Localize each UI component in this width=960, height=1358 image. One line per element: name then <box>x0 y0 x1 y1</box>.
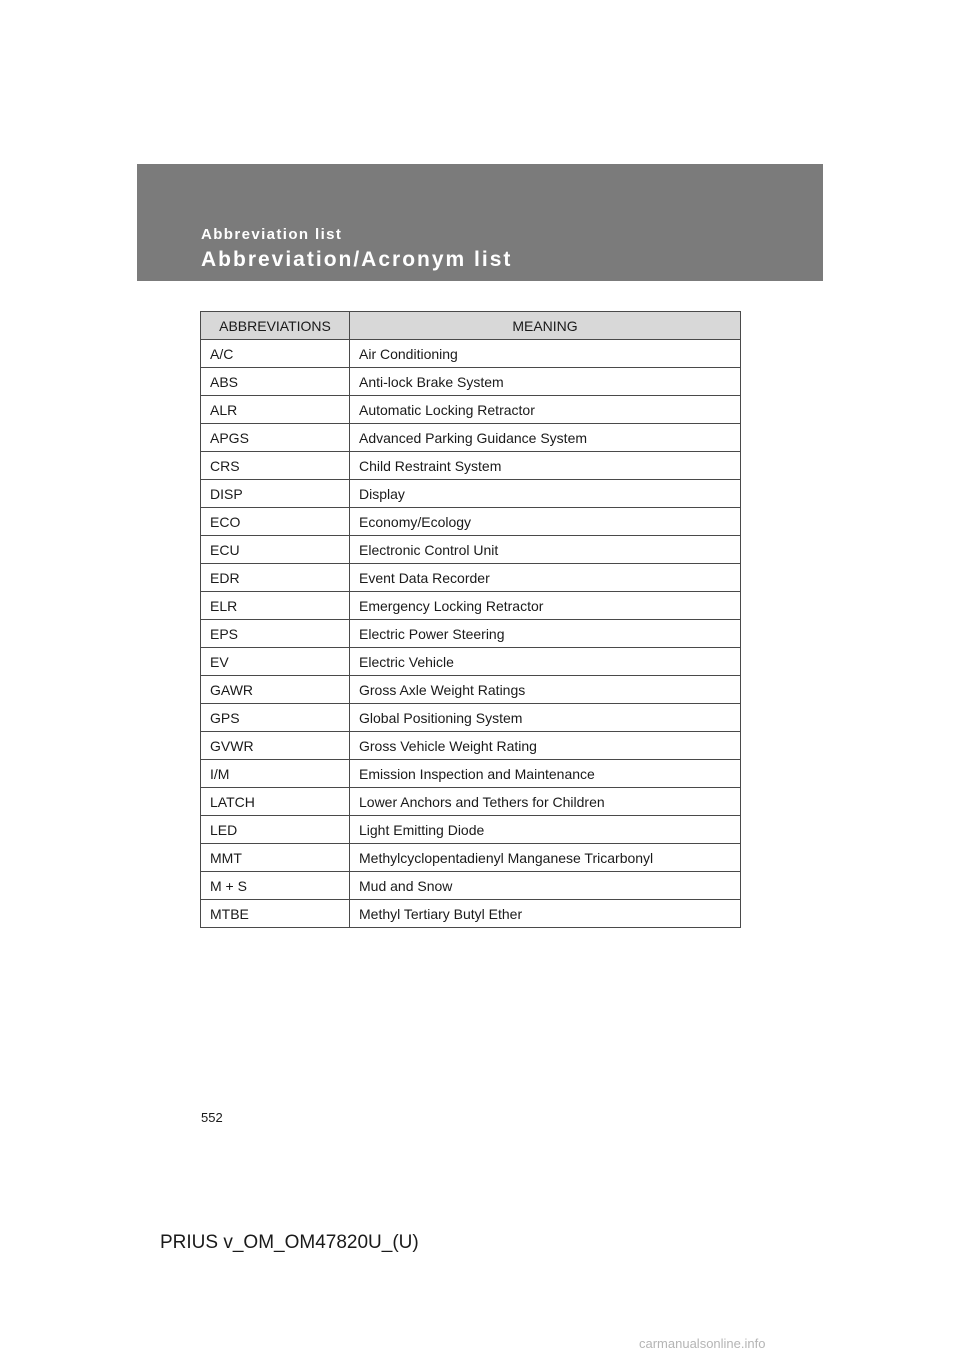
abbreviation-cell: M + S <box>201 872 350 900</box>
page-number: 552 <box>201 1110 223 1125</box>
table-row <box>201 368 741 396</box>
meaning-cell: Light Emitting Diode <box>350 816 741 844</box>
table-row <box>201 480 741 508</box>
meaning-cell: Event Data Recorder <box>350 564 741 592</box>
abbreviation-cell: LATCH <box>201 788 350 816</box>
table-row <box>201 676 741 704</box>
meaning-cell: Child Restraint System <box>350 452 741 480</box>
abbreviation-cell: ABS <box>201 368 350 396</box>
meaning-cell: Global Positioning System <box>350 704 741 732</box>
meaning-cell: Methyl Tertiary Butyl Ether <box>350 900 741 928</box>
table-row <box>201 844 741 872</box>
table-row <box>201 816 741 844</box>
meaning-cell: Gross Axle Weight Ratings <box>350 676 741 704</box>
watermark-link[interactable]: carmanualsonline.info <box>639 1336 766 1351</box>
abbreviation-cell: MMT <box>201 844 350 872</box>
meaning-cell: Anti-lock Brake System <box>350 368 741 396</box>
meaning-cell: Automatic Locking Retractor <box>350 396 741 424</box>
meaning-cell: Gross Vehicle Weight Rating <box>350 732 741 760</box>
table-row <box>201 900 741 928</box>
section-label: Abbreviation list <box>201 226 343 243</box>
table-row <box>201 872 741 900</box>
abbreviation-cell: ECO <box>201 508 350 536</box>
abbreviation-cell: GAWR <box>201 676 350 704</box>
meaning-cell: Display <box>350 480 741 508</box>
table-row <box>201 424 741 452</box>
abbreviation-cell: EPS <box>201 620 350 648</box>
meaning-cell: Electric Power Steering <box>350 620 741 648</box>
abbreviation-cell: EV <box>201 648 350 676</box>
meaning-cell: Emission Inspection and Maintenance <box>350 760 741 788</box>
table-row <box>201 592 741 620</box>
table-row <box>201 536 741 564</box>
meaning-cell: Methylcyclopentadienyl Manganese Tricarbonyl <box>350 844 741 872</box>
abbreviation-cell: LED <box>201 816 350 844</box>
abbreviation-cell: GVWR <box>201 732 350 760</box>
table-row <box>201 760 741 788</box>
table-row <box>201 396 741 424</box>
table-row <box>201 648 741 676</box>
table-row <box>201 508 741 536</box>
abbreviation-cell: GPS <box>201 704 350 732</box>
abbreviation-cell: ECU <box>201 536 350 564</box>
abbreviation-cell: EDR <box>201 564 350 592</box>
column-header-abbreviations: ABBREVIATIONS <box>201 312 350 340</box>
abbreviation-cell: DISP <box>201 480 350 508</box>
table-row <box>201 340 741 368</box>
table-row <box>201 732 741 760</box>
table-body <box>201 340 741 928</box>
meaning-cell: Air Conditioning <box>350 340 741 368</box>
header-band <box>137 164 823 281</box>
abbreviation-cell: APGS <box>201 424 350 452</box>
table-row <box>201 452 741 480</box>
abbreviation-cell: A/C <box>201 340 350 368</box>
meaning-cell: Economy/Ecology <box>350 508 741 536</box>
table-row <box>201 788 741 816</box>
meaning-cell: Electric Vehicle <box>350 648 741 676</box>
meaning-cell: Emergency Locking Retractor <box>350 592 741 620</box>
meaning-cell: Electronic Control Unit <box>350 536 741 564</box>
meaning-cell: Advanced Parking Guidance System <box>350 424 741 452</box>
page-title: Abbreviation/Acronym list <box>201 248 513 271</box>
document-code: PRIUS v_OM_OM47820U_(U) <box>160 1232 419 1253</box>
abbreviation-cell: I/M <box>201 760 350 788</box>
table-header-row <box>201 312 741 340</box>
column-header-meaning: MEANING <box>350 312 741 340</box>
abbreviation-cell: CRS <box>201 452 350 480</box>
abbreviation-cell: ELR <box>201 592 350 620</box>
meaning-cell: Lower Anchors and Tethers for Children <box>350 788 741 816</box>
abbreviation-table <box>200 311 741 928</box>
meaning-cell: Mud and Snow <box>350 872 741 900</box>
abbreviation-cell: MTBE <box>201 900 350 928</box>
table-row <box>201 620 741 648</box>
table-row <box>201 704 741 732</box>
abbreviation-cell: ALR <box>201 396 350 424</box>
table-row <box>201 564 741 592</box>
